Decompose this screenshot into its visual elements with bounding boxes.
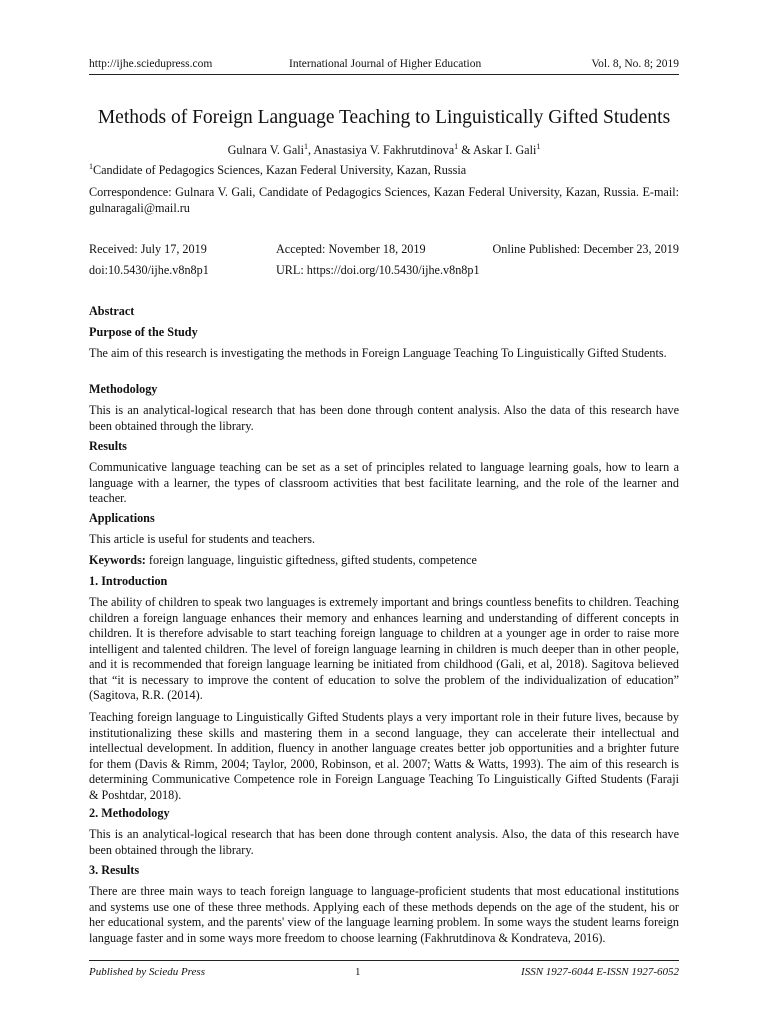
publisher: Published by Sciedu Press: [89, 966, 205, 978]
affiliation-text: Candidate of Pedagogics Sciences, Kazan Federal University, Kazan, Russia: [93, 163, 467, 177]
affiliation-sup: 1: [89, 161, 93, 171]
page-footer: [89, 966, 679, 982]
issn: ISSN 1927-6044 E-ISSN 1927-6052: [521, 966, 679, 978]
methodology-abstract-text: This is an analytical-logical research that has been done through content analysis. Also the data of this research have been obtained through the library.: [89, 403, 679, 433]
volume-info: Vol. 8, No. 8; 2019: [591, 58, 679, 70]
introduction-paragraph-2: Teaching foreign language to Linguistically Gifted Students plays a very important role in their future lives, because by institutionalizing these skills and mastering them in a second language, they can accelerate their intellectual and intellectual development. In addition, fluency in another language creates better job opportunities and a brighter future for them (Davis & Rimm, 2004; Taylor, 2000, Robinson, et al. 2007; Watts & Watts, 1993). The aim of this research is determining Communicative Competence role in Foreign Language Teaching To Linguistically Gifted Students (Faraji & Poshtdar, 2018).: [89, 710, 679, 802]
keywords: [89, 553, 679, 569]
doi: doi:10.5430/ijhe.v8n8p1: [89, 263, 209, 277]
published-date: Online Published: December 23, 2019: [492, 242, 679, 256]
running-header: [89, 58, 679, 74]
methodology-abstract-heading: Methodology: [89, 382, 158, 396]
methodology-paragraph: This is an analytical-logical research that has been done through content analysis. Also, the data of this research have been obtained through the library.: [89, 827, 679, 857]
purpose-heading: Purpose of the Study: [89, 325, 198, 339]
introduction-paragraph-1: The ability of children to speak two languages is extremely important and brings countless benefits to children. Teaching children a foreign language enhances their memory and enhances learning and understanding of different concepts in children. It is therefore advisable to start teaching foreign language to children at a younger age in order to raise more intelligent and talented children. The level of foreign language learning in children is much deeper than in other people, and it is recommended that foreign language learning be initiated from childhood (Gali, et al, 2018). Sagitova believed that “it is necessary to improve the content of education to solve the problem of the individualization of education” (Sagitova, R.R. (2014).: [89, 595, 679, 702]
received-date: Received: July 17, 2019: [89, 242, 207, 256]
footer-rule: [89, 960, 679, 961]
results-abstract-text: Communicative language teaching can be set as a set of principles related to language learning goals, how to learn a language with a learner, the types of classroom activities that best facilitate learning, and the role of the learner and teacher.: [89, 460, 679, 505]
applications-heading: Applications: [89, 511, 155, 525]
journal-url[interactable]: http://ijhe.sciedupress.com: [89, 58, 213, 70]
methodology-heading: 2. Methodology: [89, 806, 170, 820]
abstract-heading: Abstract: [89, 304, 135, 318]
correspondence: Correspondence: Gulnara V. Gali, Candidate of Pedagogics Sciences, Kazan Federal University, Kazan, Russia. E-mail: gulnaragali@mail.ru: [89, 185, 679, 215]
accepted-date: Accepted: November 18, 2019: [276, 242, 426, 256]
author-list: [89, 143, 679, 158]
header-rule: [89, 74, 679, 75]
paper-title: Methods of Foreign Language Teaching to Linguistically Gifted Students: [97, 107, 671, 128]
author-3: & Askar I. Gali: [458, 143, 537, 157]
journal-name: International Journal of Higher Education: [289, 58, 482, 70]
results-heading: 3. Results: [89, 863, 140, 877]
applications-text: This article is useful for students and teachers.: [89, 532, 316, 546]
doi-url[interactable]: URL: https://doi.org/10.5430/ijhe.v8n8p1: [276, 263, 480, 277]
results-abstract-heading: Results: [89, 439, 127, 453]
keywords-text: foreign language, linguistic giftedness, gifted students, competence: [145, 553, 477, 567]
author-2: , Anastasiya V. Fakhrutdinova: [308, 143, 455, 157]
author-3-sup: 1: [536, 141, 541, 151]
introduction-heading: 1. Introduction: [89, 574, 168, 588]
purpose-text: The aim of this research is investigating the methods in Foreign Language Teaching To Linguistically Gifted Students.: [89, 346, 667, 360]
author-2-sup: 1: [454, 141, 459, 151]
keywords-label: Keywords:: [89, 553, 146, 567]
author-1-sup: 1: [304, 141, 309, 151]
affiliation: [89, 163, 679, 179]
results-paragraph: There are three main ways to teach foreign language to language-proficient students that most educational institutions and systems use one of these three methods. Applying each of these methods depends on the age of the student, his or her educational system, and the parents' view of the language learning problem. In some ways the student learns foreign language faster and in some ways more freedom to choose learning (Fakhrutdinova & Kondrateva, 2016).: [89, 884, 679, 945]
page-number: 1: [355, 966, 361, 978]
author-1: Gulnara V. Gali: [227, 143, 305, 157]
